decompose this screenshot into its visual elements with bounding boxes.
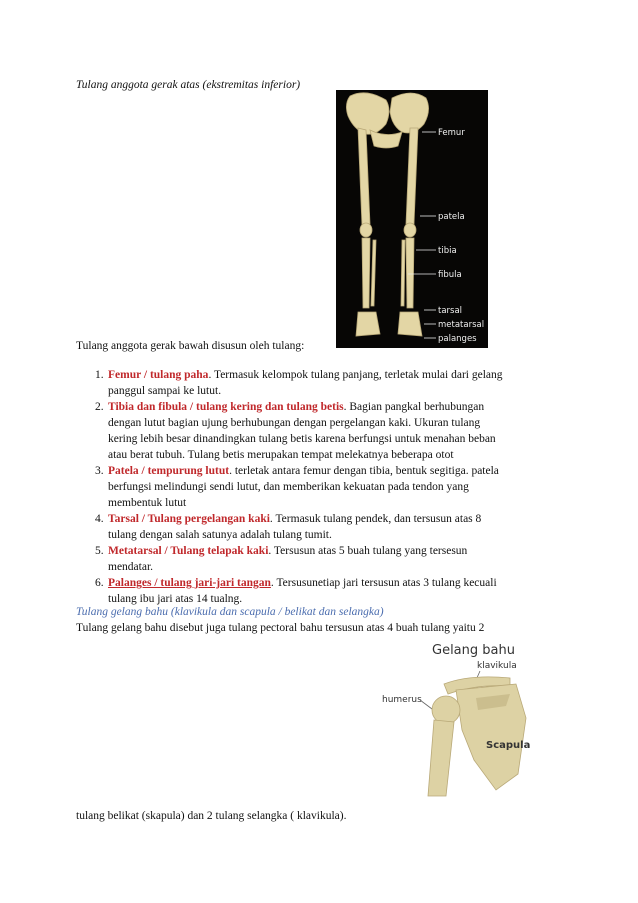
list-number: 3. — [95, 465, 104, 477]
shoulder-paragraph: Tulang gelang bahu disebut juga tulang pectoral bahu tersusun atas 4 buah tulang yaitu 2 — [76, 622, 485, 634]
label-humerus: humerus — [382, 695, 422, 705]
fibula-left — [371, 240, 376, 306]
term-tarsal: Tarsal / Tulang pergelangan kaki — [108, 513, 270, 525]
label-fibula: fibula — [438, 270, 462, 280]
section-heading-upper-limb: Tulang anggota gerak atas (ekstremitas inferior) — [76, 79, 301, 91]
label-scapula: Scapula — [486, 740, 531, 751]
label-metatarsal: metatarsal — [438, 320, 485, 330]
list-number: 5. — [95, 545, 104, 557]
pelvis-bone — [346, 93, 389, 134]
term-metatarsal: Metatarsal / Tulang telapak kaki — [108, 545, 269, 557]
label-patela: patela — [438, 212, 465, 222]
list-item — [76, 463, 548, 511]
item-text: panggul sampai ke lutut. — [108, 385, 222, 397]
tibia-left — [362, 238, 370, 308]
figure-title: Gelang bahu — [432, 643, 515, 658]
item-text: dengan lutut bagian ujung berhubungan dengan pergelangan kaki. Ukuran tulang — [108, 417, 481, 429]
item-text: . terletak antara femur dengan tibia, bentuk segitiga. patela — [229, 465, 499, 477]
shoulder-girdle-figure — [380, 638, 540, 798]
list-item — [76, 367, 548, 399]
list-item — [76, 575, 548, 607]
foot-left — [356, 312, 380, 336]
tibia-right — [406, 238, 414, 308]
leg-skeleton-figure — [336, 90, 488, 348]
list-item — [76, 543, 548, 575]
intro-paragraph: Tulang anggota gerak bawah disusun oleh tulang: — [76, 340, 305, 352]
list-number: 1. — [95, 369, 104, 381]
item-text: . Bagian pangkal berhubungan — [343, 401, 485, 413]
list-number: 4. — [95, 513, 104, 525]
item-text: tulang dengan salah satunya adalah tulang tumit. — [108, 529, 332, 541]
item-text: berfungsi melindungi sendi lutut, dan memberikan kekuatan pada tendon yang — [108, 481, 469, 493]
foot-right — [398, 312, 422, 336]
label-tarsal: tarsal — [438, 306, 463, 316]
list-item — [76, 399, 548, 463]
item-text: . Termasuk tulang pendek, dan tersusun atas 8 — [269, 513, 482, 525]
term-tibia-fibula: Tibia dan fibula / tulang kering dan tulang betis — [108, 401, 344, 413]
item-text: mendatar. — [108, 561, 154, 573]
label-klavikula: klavikula — [477, 661, 517, 671]
term-patela: Patela / tempurung lutut — [108, 465, 230, 477]
patela-right — [404, 223, 416, 237]
term-palanges: Palanges / tulang jari-jari tangan — [108, 577, 271, 589]
femur-right — [406, 128, 418, 224]
humerus-head — [432, 696, 460, 724]
section-heading-shoulder: Tulang gelang bahu (klavikula dan scapula / belikat dan selangka) — [76, 606, 384, 618]
term-femur: Femur / tulang paha — [108, 369, 209, 381]
femur-left — [358, 128, 370, 226]
list-number: 2. — [95, 401, 104, 413]
list-item — [76, 511, 548, 543]
bone-list — [76, 367, 548, 607]
label-femur: Femur — [438, 128, 465, 138]
item-text: tulang ibu jari atas 14 tualng. — [108, 593, 243, 605]
item-text: atau berat tubuh. Tulang betis merupakan tempat melekatnya beberapa otot — [108, 449, 454, 461]
item-text: kering lebih besar dinandingkan tulang betis karena berfungsi untuk menahan beban — [108, 433, 496, 445]
patela-left — [360, 223, 372, 237]
label-palanges: palanges — [438, 334, 477, 344]
label-tibia: tibia — [438, 246, 457, 256]
item-text: . Termasuk kelompok tulang panjang, terletak mulai dari gelang — [208, 369, 503, 381]
item-text: membentuk lutut — [108, 497, 187, 509]
item-text: . Tersusunetiap jari tersusun atas 3 tulang kecuali — [270, 577, 497, 589]
closing-paragraph: tulang belikat (skapula) dan 2 tulang selangka ( klavikula). — [76, 810, 347, 822]
humerus-bone — [428, 720, 454, 796]
list-number: 6. — [95, 577, 104, 589]
fibula-right — [401, 240, 405, 306]
item-text: . Tersusun atas 5 buah tulang yang tersesun — [268, 545, 468, 557]
